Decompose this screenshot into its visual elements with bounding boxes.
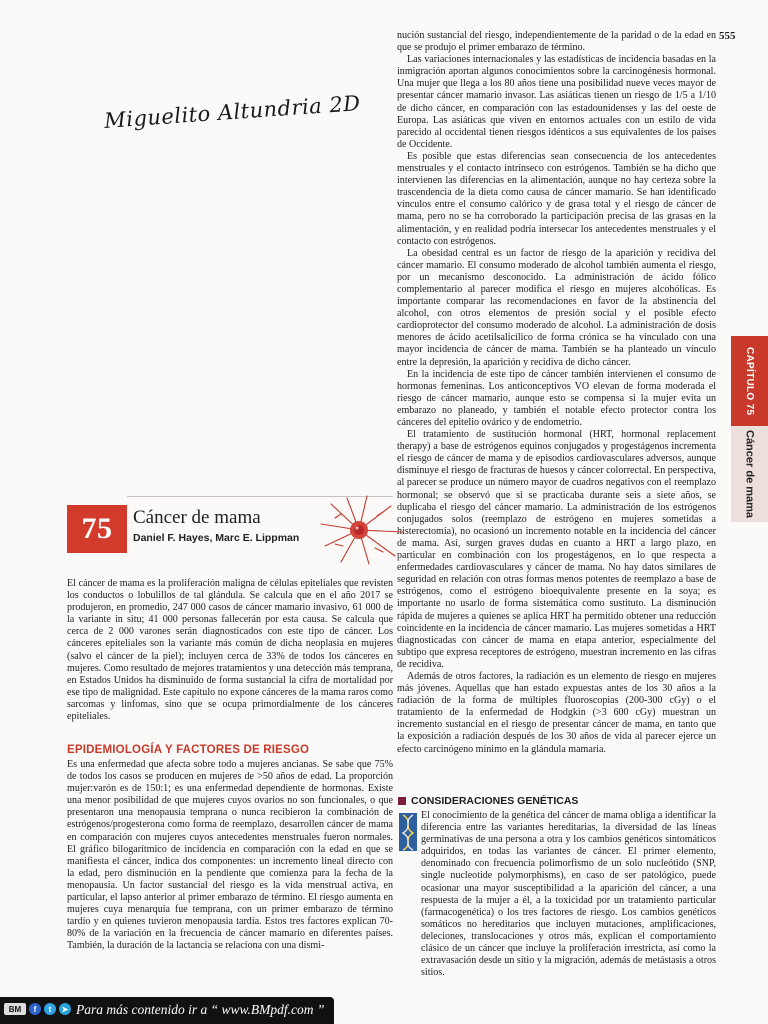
side-tab-chapter [731, 336, 768, 426]
twitter-icon[interactable]: t [44, 1003, 56, 1015]
side-tab-topic [731, 426, 768, 522]
chapter-title: Cáncer de mama [133, 507, 261, 528]
right-column-continuation [397, 30, 716, 54]
section-heading-epidemiology: EPIDEMIOLOGÍA Y FACTORES DE RIESGO [67, 744, 310, 756]
intro-section [67, 578, 393, 723]
epidemiology-section [67, 759, 393, 953]
paragraph-obesity: La obesidad central es un factor de riesgo de la aparición y recidiva del cáncer mamario. El consumo moderado de alcohol también aumenta el riesgo, por un mecanismo desconocido. La administración de ácido fólico complementario al parecer modifica el riesgo en mujeres alcohólicas. Es importante comparar las recomendaciones en favor de la abstinencia del alcohol, con otros elementos de presión social y el posible efecto cardioprotector del consumo moderado de alcohol. La administración de dosis menores de ácido acetilsalicílico de forma crónica se ha vinculado con una mayor incidencia de cáncer de mama. También se ha planteado un vínculo entre la depresión, la aparición y recidiva de dicho cáncer. [397, 247, 716, 368]
paragraph-international: Las variaciones internacionales y las estadísticas de incidencia basadas en la inmigración aportan algunos conocimientos sobre la carcinogénesis hormonal. Una mujer que llega a los 80 años tiene una posibilidad nueve veces mayor de presentar cáncer mamario invasor. Las asiáticas tienen un riesgo de 1/5 a 1/10 de dicho cáncer, en comparación con las estadounidenses y las del oeste de Europa. Las asiáticas que viven en entornos actuales con un estilo de vida parecido al occidental tienen riesgos idénticos a sus equivalentes de los países de Occidente. [397, 54, 716, 150]
epidemiology-paragraph [67, 759, 393, 953]
footer-link-text[interactable]: Para más contenido ir a “ www.BMpdf.com ” [76, 1002, 325, 1017]
bm-icon[interactable]: BM [4, 1003, 26, 1015]
heading-square-icon [398, 797, 406, 805]
chapter-number-box [67, 505, 127, 553]
genetics-heading-label: CONSIDERACIONES GENÉTICAS [411, 795, 579, 807]
cancer-cell-illustration [311, 494, 407, 566]
section-heading-genetics [398, 795, 578, 807]
intro-paragraph: El cáncer de mama es la proliferación maligna de células epiteliales que revisten los conductos o lobulillos de tal glándula. Se calcula que en el año 2017 se produjeron, en promedio, 247 000 casos de cáncer mamario invasivo, 61 000 de la variante in situ; 41 000 personas fallecerán por esta causa. Se calcula que cerca de 2 000 varones serán diagnosticados con este tipo de cáncer. Los cánceres epiteliales son la variante más común de dicha neoplasia en mujeres (salvo el cáncer de la piel); incluyen cerca de 33% de todos los cánceres en mujeres. Como resultado de mejores tratamientos y una detección más temprana, en Estados Unidos ha disminuido de forma sustancial la cifra de mortalidad por ese tipo de malignidad. Este capítulo no expone cánceres de la mama raros como sarcomas y linfomas, sino que se ocupa primordialmente de los cánceres epiteliales. [67, 578, 393, 723]
telegram-icon[interactable]: ➤ [59, 1003, 71, 1015]
chapter-header [67, 496, 393, 562]
chapter-authors: Daniel F. Hayes, Marc E. Lippman [133, 532, 300, 544]
epidemiology-continuation: nución sustancial del riesgo, independientemente de la paridad o de la edad en que se produjo el primer embarazo de término. [397, 30, 716, 54]
facebook-icon[interactable]: f [29, 1003, 41, 1015]
chapter-number: 75 [81, 512, 113, 545]
paragraph-hrt: El tratamiento de sustitución hormonal (HRT, hormonal replacement therapy) a base de estrógenos equinos conjugados y progestágenos incrementa el riesgo de cáncer de mama y de episodios cardiovasculares adversos, aunque disminuye el riesgo de fracturas de huesos y cáncer colorrectal. En perspectiva, al parecer se produce un número mayor de cuadros negativos con el reemplazo hormonal; se observó que si se practicaba durante seis a siete años, se duplicaba el riesgo del cáncer mamario. La administración de los estrógenos conjugados solos (reemplazo de estrógeno en mujeres sometidas a histerectomía), no ocasionó un incremento notable en la incidencia del cáncer de mama. Así, surgen graves dudas en cuanto a HRT a largo plazo, en particular en combinación con los progestágenos, en lo que respecta a enfermedades cardiovasculares y cáncer de mama. No hay datos similares de seguridad en relación con otras formas menos potentes de reemplazo a base de estrógenos, como el estrógeno bioequivalente presente en la soya; es importante no usarlo de forma sistemática como sustituto. La disminución rápida de mujeres a quienes se aplica HRT ha permitido obtener una reducción coincidente en la incidencia de cáncer mamario. Las mujeres sometidas a HRT diagnosticadas con cáncer de mama en etapa anterior, especialmente del subtipo que expresa receptores de estrógeno, muestran incremento en las cifras de recidiva. [397, 429, 716, 670]
genetics-section [397, 810, 716, 979]
handwritten-signature: Miguelito Altundria 2D [103, 91, 362, 133]
genetics-paragraph: El conocimiento de la genética del cáncer de mama obliga a identificar la diferencia entre las variantes hereditarias, la diversidad de las líneas germinativas de una persona a otra y los cambios genéticos sintomáticos adquiridos, en todas las variantes de cáncer. El primer elemento, denominado con frecuencia polimorfismo de un solo nucleótido (SNP, single nucleotide polymorphisms), en caso de ser patológico, puede ocasionar una mayor susceptibilidad a la aparición del cáncer, a una respuesta de la mujer a él, a la toxicidad por un tratamiento particular (farmacogenética) o los tres factores de riesgo. Los cambios genéticos somáticos no hereditarios que incluyen mutaciones, amplificaciones, deleciones, translocaciones y otros más, explican el comportamiento clásico de un cáncer que incluye la proliferación irrestricta, así como la extravasación desde un sitio y la migración, además de metástasis a otros sitios. [421, 810, 716, 979]
paragraph-radiation: Además de otros factores, la radiación es un elemento de riesgo en mujeres más jóvenes. Aquellas que han estado expuestas antes de los 30 años a la radiación de la forma de múltiples fluoroscopias (200-300 cGy) o el tratamiento de la enfermedad de Hodgkin (>3 600 cGy) muestran un incremento sustancial en el riesgo de presentar cáncer de mama, en tanto que la exposición a radiación después de los 30 años de vida al parecer ejerce un efecto carcinógeno mínimo en la glándula mamaria. [397, 670, 716, 755]
footer-banner [0, 997, 334, 1024]
paragraph-menstrual: Es posible que estas diferencias sean consecuencia de los antecedentes menstruales y el contacto intrínseco con estrógenos. También se ha dicho que intervienen las diferencias en la alimentación, aunque no hay certeza sobre la trascendencia de la dieta como causa de cáncer mamario. Se han identificado vínculos entre el consumo calórico y de grasa total y el riesgo de cáncer de mama, pero no se ha corroborado la participación precisa de las grasas en la alimentación, y en realidad podría intersecar los antecedentes menstruales y el contacto con estrógenos. [397, 150, 716, 247]
footer-icons [4, 1003, 71, 1015]
side-tab-topic-label: Cáncer de mama [743, 429, 756, 519]
right-column [397, 30, 716, 756]
page-number: 555 [719, 30, 736, 42]
paragraph-hormones: En la incidencia de este tipo de cáncer también intervienen el consumo de hormonas femeninas. Los anticonceptivos VO elevan de forma moderada el riesgo de cáncer mamario, aunque esto se compensa si la mujer evita un embarazo no planeado, y también el notable efecto protector contra los cánceres del epitelio ovárico y de endometrio. [397, 368, 716, 428]
epidemiology-paragraph-text: Es una enfermedad que afecta sobre todo a mujeres ancianas. Se sabe que 75% de todos los casos se producen en mujeres de >50 años de edad. La proporción mujer:varón es de 150:1; es una enfermedad dependiente de hormonas. Existe una menor posibilidad de que mujeres cuyos ovarios no son funcionales, o que presentaron una menopausia temprana o nunca recibieron la combinación de estrógenos/progesterona como forma de reemplazo, desarrollen cáncer de mama en comparación con mujeres cuyos antecedentes menstruales fueron normales. El gráfico bilogarítmico de incidencia en comparación con la edad en que se manifiesta el cáncer, indica dos componentes: un incremento lineal directo con la edad, pero disminución en la pendiente que comienza para la fecha de la menopausia. Un factor sustancial del riesgo es la vida menstrual activa, en particular, el lapso anterior al primer embarazo de término. El riesgo aumenta en mujeres cuya menarquía fue temprana, con un primer embarazo de término tardío y en quienes tuvieron menopausia tardía. Estos tres factores explican 70-80% de la variación en la frecuencia de cáncer mamario en diferentes países. También, la duración de la lactancia se relaciona con una dismi- [67, 759, 393, 952]
side-tab-chapter-label: CAPÍTULO 75 [744, 346, 755, 416]
